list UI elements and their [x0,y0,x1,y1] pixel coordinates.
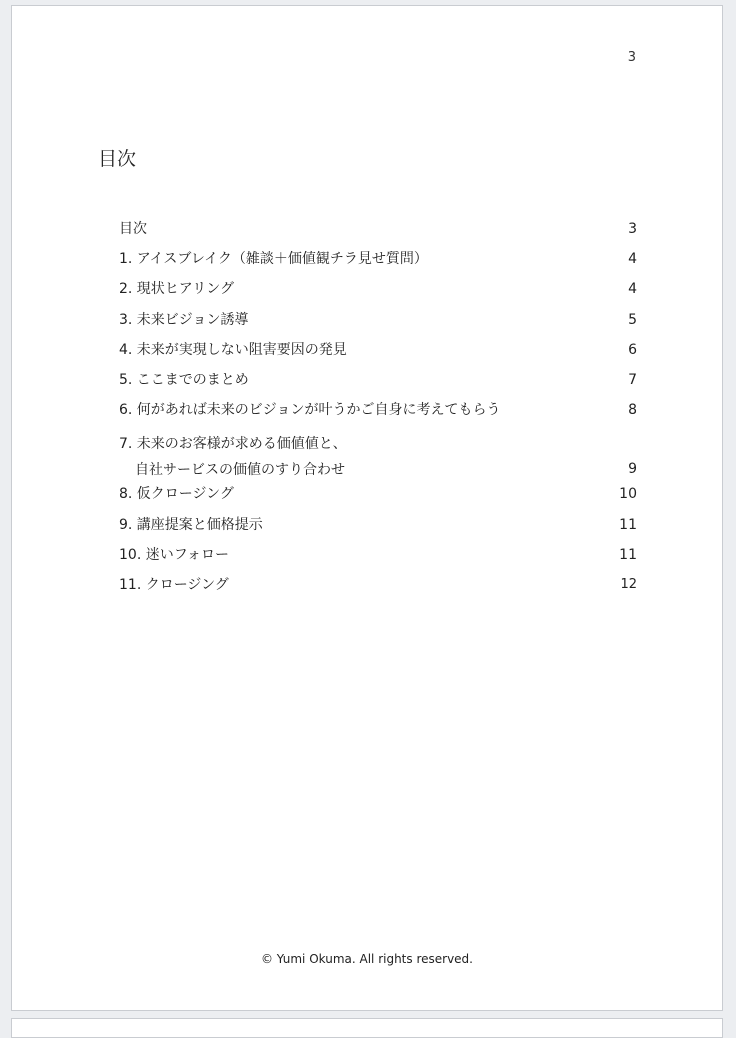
toc-entry-title: 2. 現状ヒアリング [119,281,234,298]
toc-entry-title: 7. 未来のお客様が求める価値値と、 [119,436,347,453]
toc-entry-title-block [119,435,347,479]
toc-entry-page: 5 [628,311,637,328]
toc-entry-11[interactable] [119,570,637,600]
toc-entry-contents[interactable] [119,214,637,244]
toc-entry-page: 12 [620,576,637,592]
toc-entry-page: 11 [619,516,637,533]
toc-entry-7[interactable] [119,425,637,479]
toc-entry-title: 4. 未来が実現しない阻害要因の発見 [119,341,347,358]
toc-entry-3[interactable] [119,305,637,335]
page-title: 目次 [98,148,137,170]
toc-entry-8[interactable] [119,479,637,509]
page-number: 3 [627,50,636,65]
toc-entry-title: 10. 迷いフォロー [119,546,230,563]
toc-entry-title: 9. 講座提案と価格提示 [119,516,263,533]
toc-entry-page: 4 [628,251,637,268]
toc-entry-page: 7 [628,372,637,389]
toc-entry-2[interactable] [119,274,637,304]
toc-entry-title: 1. アイスブレイク（雑談＋価値観チラ見せ質問） [119,251,428,268]
toc-entry-title: 8. 仮クロージング [119,486,234,503]
toc-entry-page: 3 [628,221,637,238]
toc-entry-title: 6. 何があれば未来のビジョンが叶うかご自身に考えてもらう [119,402,501,419]
next-page-edge [11,1018,723,1038]
toc-entry-1[interactable] [119,244,637,274]
copyright-footer: © Yumi Okuma. All rights reserved. [260,952,473,966]
toc-entry-page: 8 [628,402,637,419]
toc-entry-title-continued: 自社サービスの価値のすり合わせ [135,462,345,479]
toc-entry-title: 5. ここまでのまとめ [119,372,249,389]
toc-entry-title: 3. 未来ビジョン誘導 [119,311,249,328]
table-of-contents [119,214,637,600]
toc-entry-page: 10 [619,486,637,503]
toc-entry-title: 目次 [119,221,147,238]
toc-entry-page: 6 [628,341,637,358]
document-page [11,5,723,1011]
toc-entry-title: 11. クロージング [119,576,229,593]
toc-entry-10[interactable] [119,540,637,570]
toc-entry-5[interactable] [119,365,637,395]
toc-entry-page: 11 [619,546,637,563]
toc-entry-page: 9 [628,461,637,478]
toc-entry-4[interactable] [119,335,637,365]
toc-entry-page: 4 [628,281,637,298]
toc-entry-9[interactable] [119,510,637,540]
toc-entry-6[interactable] [119,395,637,425]
